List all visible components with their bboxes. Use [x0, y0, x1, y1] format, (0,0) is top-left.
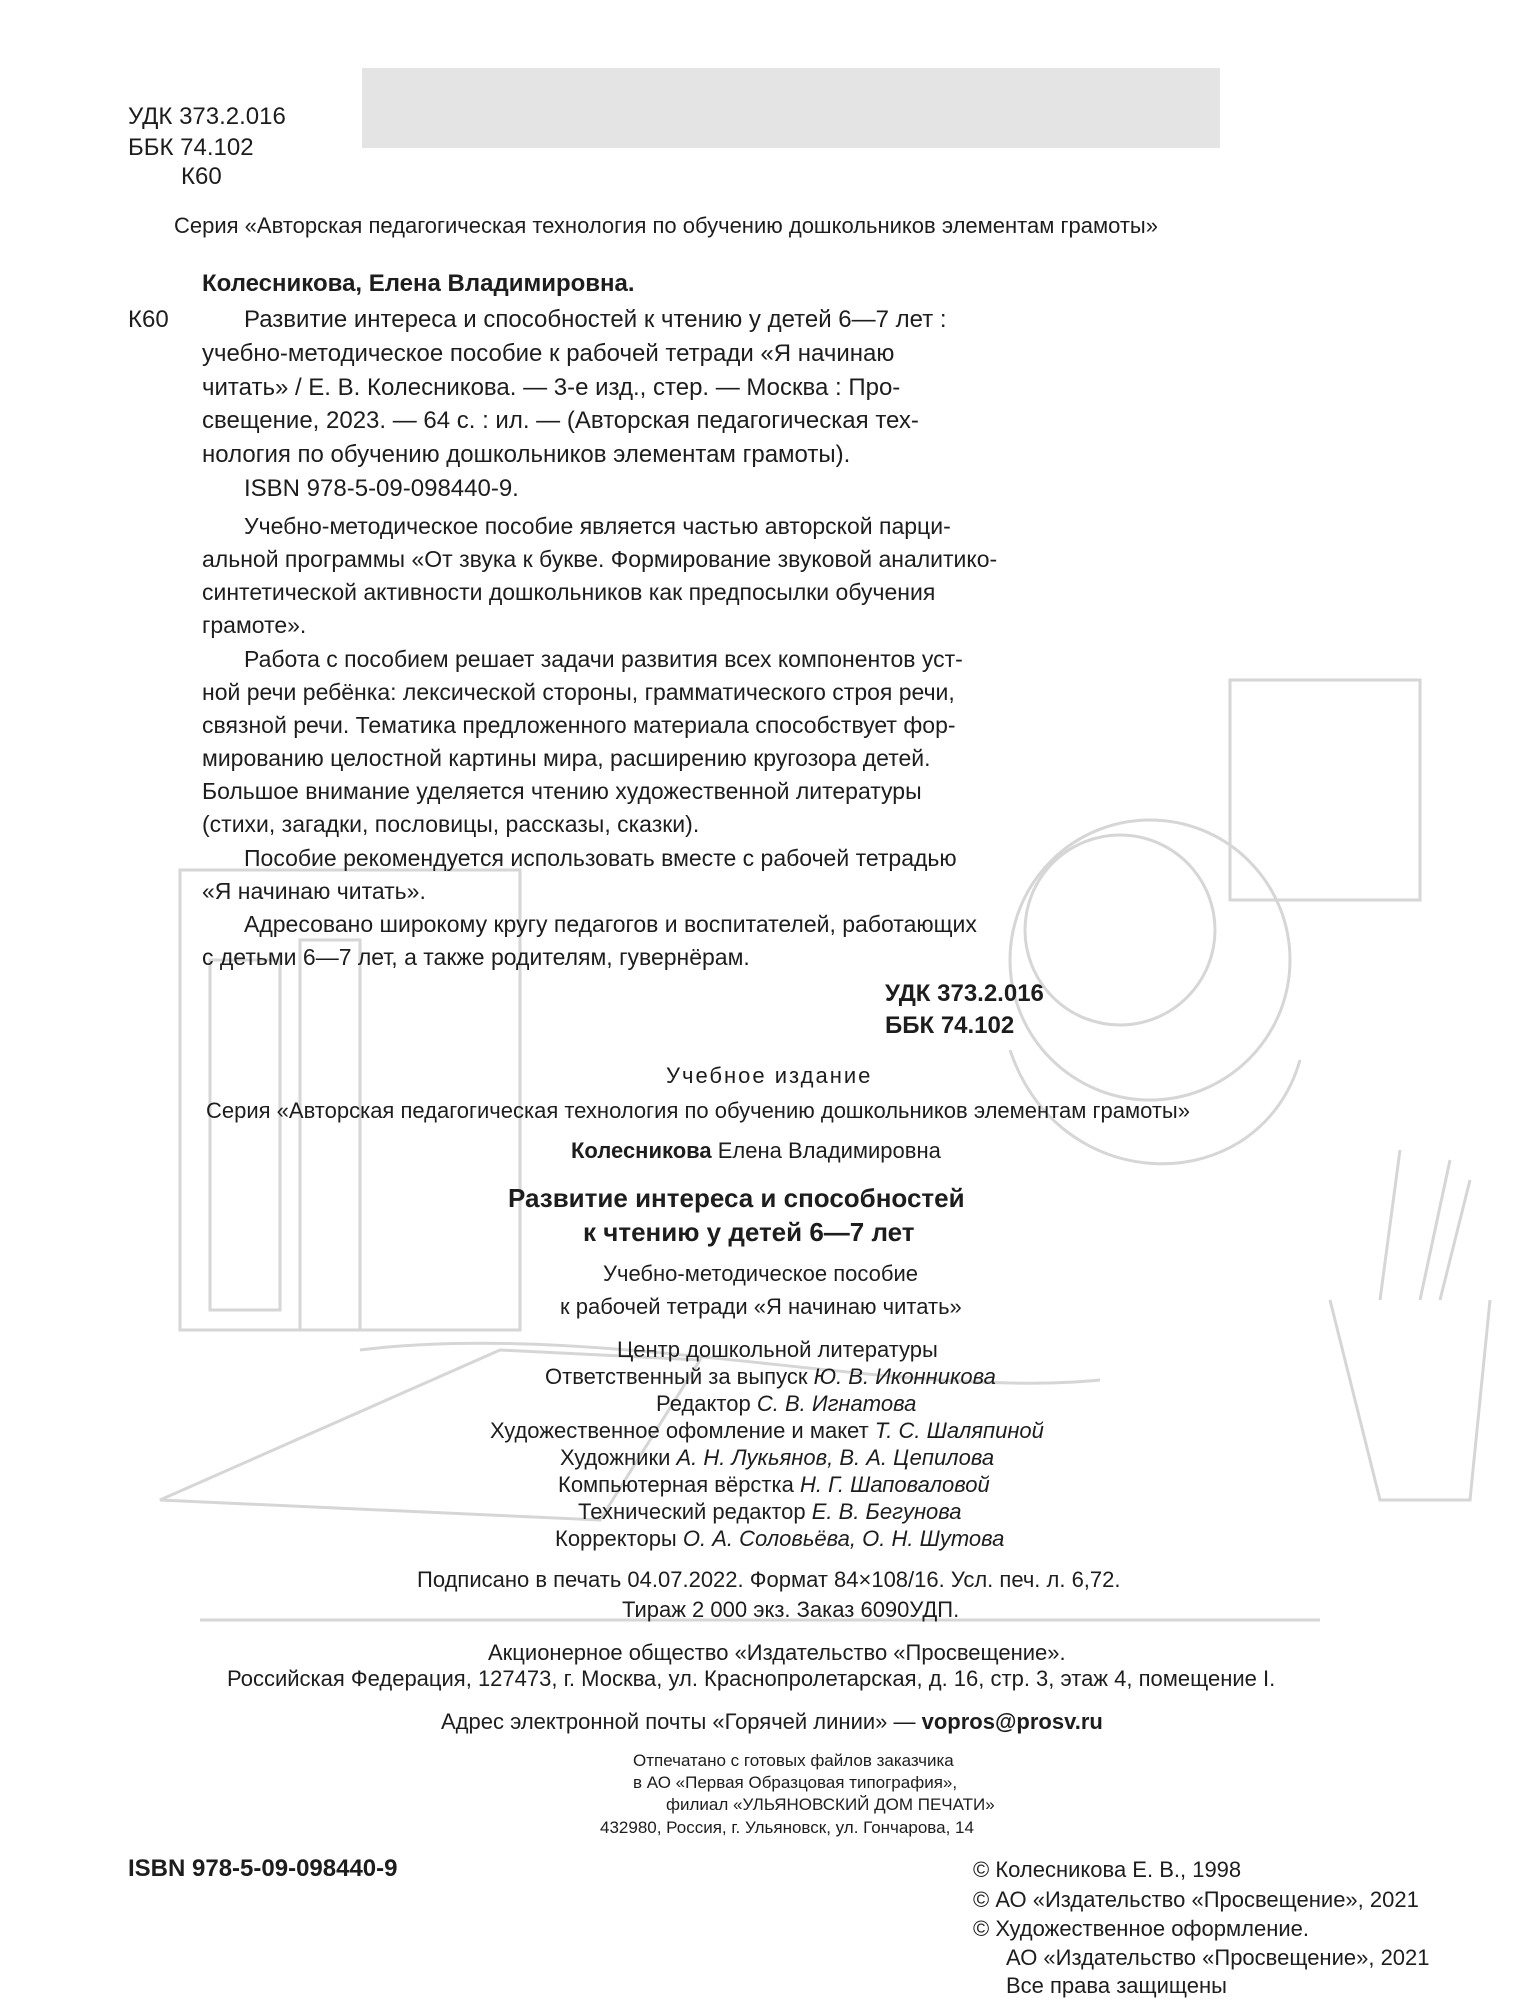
annotation-line: связной речи. Тематика предложенного материала способствует фор- — [202, 712, 956, 738]
edition-author-surname: Колесникова — [571, 1138, 712, 1163]
annotation-line: Большое внимание уделяется чтению художественной литературы — [202, 778, 922, 804]
copyright-line: АО «Издательство «Просвещение», 2021 — [1006, 1945, 1430, 1970]
annotation-line: Пособие рекомендуется использовать вместе с рабочей тетрадью — [244, 845, 957, 871]
print-run: Тираж 2 000 экз. Заказ 6090УДП. — [622, 1597, 960, 1622]
annotation-line: грамоте». — [202, 612, 307, 638]
credit-line: Корректоры О. А. Соловьёва, О. Н. Шутова — [555, 1526, 1005, 1551]
bbk-code: ББК 74.102 — [128, 134, 254, 161]
catalog-line: нология по обучению дошкольников элементам грамоты). — [202, 441, 851, 468]
print-signed: Подписано в печать 04.07.2022. Формат 84×108/16. Усл. печ. л. 6,72. — [417, 1567, 1121, 1592]
copyright-line: © Колесникова Е. В., 1998 — [973, 1857, 1242, 1882]
annotation-line: ной речи ребёнка: лексической стороны, грамматического строя речи, — [202, 679, 955, 705]
annotation-line: Работа с пособием решает задачи развития всех компонентов уст- — [244, 646, 963, 672]
copyright-line: © Художественное оформление. — [973, 1916, 1309, 1941]
printer-line: 432980, Россия, г. Ульяновск, ул. Гончарова, 14 — [600, 1818, 974, 1837]
author-mark: К60 — [181, 163, 222, 190]
series-line-bottom: Серия «Авторская педагогическая технология по обучению дошкольников элементам грамоты» — [206, 1098, 1190, 1123]
printer-line: в АО «Первая Образцовая типография», — [633, 1773, 958, 1792]
edition-title-line1: Развитие интереса и способностей — [508, 1183, 965, 1213]
copyright-line: © АО «Издательство «Просвещение», 2021 — [973, 1887, 1419, 1912]
credit-line: Художники А. Н. Лукьянов, В. А. Цепилова — [560, 1445, 995, 1470]
bbk-code-bold: ББК 74.102 — [885, 1012, 1015, 1039]
annotation-line: «Я начинаю читать». — [202, 878, 426, 904]
publisher-email-line — [441, 1709, 1103, 1735]
catalog-line: свещение, 2023. — 64 с. : ил. — (Авторская педагогическая тех- — [202, 407, 919, 434]
credit-line: Компьютерная вёрстка Н. Г. Шаповаловой — [558, 1472, 990, 1497]
annotation-line: с детьми 6—7 лет, а также родителям, гувернёрам. — [202, 944, 750, 970]
edition-type: Учебное издание — [666, 1063, 873, 1088]
credit-department: Центр дошкольной литературы — [617, 1337, 938, 1362]
credit-line: Редактор С. В. Игнатова — [656, 1391, 917, 1416]
printer-line: филиал «УЛЬЯНОВСКИЙ ДОМ ПЕЧАТИ» — [666, 1795, 995, 1814]
annotation-line: синтетической активности дошкольников как предпосылки обучения — [202, 579, 936, 605]
credit-line: Ответственный за выпуск Ю. В. Иконникова — [545, 1364, 996, 1389]
catalog-line: Развитие интереса и способностей к чтению у детей 6—7 лет : — [244, 306, 947, 333]
publisher-name: Акционерное общество «Издательство «Просвещение». — [488, 1640, 1066, 1665]
catalog-line: учебно-методическое пособие к рабочей тетради «Я начинаю — [202, 340, 895, 367]
credit-line: Художественное офомление и макет Т. С. Шаляпиной — [490, 1418, 1044, 1443]
isbn-bottom: ISBN 978-5-09-098440-9 — [128, 1855, 398, 1882]
copyright-line: Все права защищены — [1006, 1973, 1227, 1998]
series-line-top: Серия «Авторская педагогическая технология по обучению дошкольников элементам грамоты» — [174, 213, 1158, 238]
email-label: Адрес электронной почты «Горячей линии» — — [441, 1709, 922, 1734]
email-address[interactable]: vopros@prosv.ru — [921, 1709, 1103, 1734]
catalog-isbn: ISBN 978-5-09-098440-9. — [244, 475, 519, 502]
annotation-line: Учебно-методическое пособие является частью авторской парци- — [244, 513, 951, 539]
catalog-author: Колесникова, Елена Владимировна. — [202, 270, 635, 297]
catalog-mark: К60 — [128, 306, 169, 333]
udk-code: УДК 373.2.016 — [128, 103, 286, 130]
publisher-address: Российская Федерация, 127473, г. Москва, ул. Краснопролетарская, д. 16, стр. 3, этаж 4, помещение I. — [227, 1666, 1276, 1691]
annotation-line: (стихи, загадки, пословицы, рассказы, сказки). — [202, 811, 700, 837]
credit-line: Технический редактор Е. В. Бегунова — [578, 1499, 962, 1524]
catalog-line: читать» / Е. В. Колесникова. — 3-е изд., стер. — Москва : Про- — [202, 374, 901, 401]
edition-author — [571, 1138, 941, 1164]
edition-title-line2: к чтению у детей 6—7 лет — [583, 1217, 915, 1247]
printer-line: Отпечатано с готовых файлов заказчика — [633, 1751, 954, 1770]
edition-author-name: Елена Владимировна — [711, 1138, 941, 1163]
udk-code-bold: УДК 373.2.016 — [885, 980, 1044, 1007]
annotation-line: альной программы «От звука к букве. Формирование звуковой аналитико- — [202, 546, 998, 572]
annotation-line: мированию целостной картины мира, расширению кругозора детей. — [202, 745, 931, 771]
annotation-line: Адресовано широкому кругу педагогов и воспитателей, работающих — [244, 911, 977, 937]
edition-subtitle-line1: Учебно-методическое пособие — [603, 1261, 918, 1286]
edition-subtitle-line2: к рабочей тетради «Я начинаю читать» — [560, 1294, 962, 1319]
